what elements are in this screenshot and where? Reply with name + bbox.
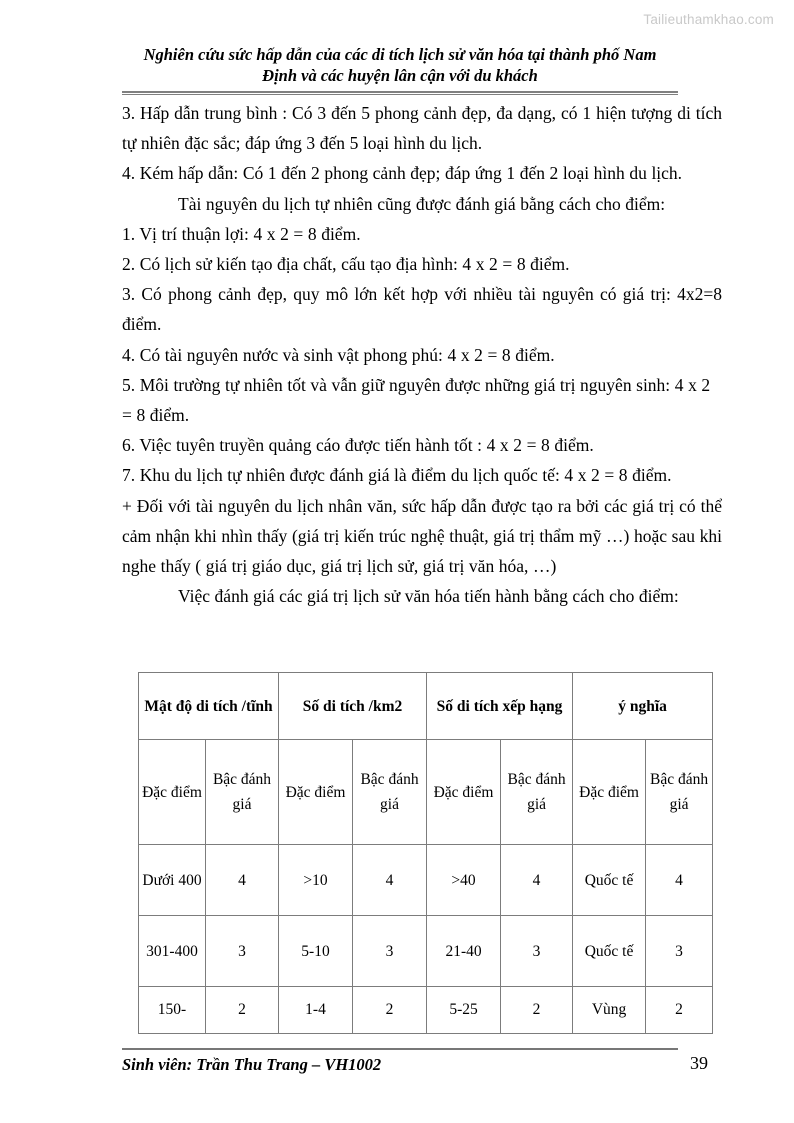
table-cell: Vùng (573, 987, 646, 1034)
table-cell: 4 (501, 845, 573, 916)
site-watermark: Tailieuthamkhao.com (643, 12, 774, 27)
table-sub-header-cell: Bậc đánh giá (353, 740, 427, 845)
evaluation-table (138, 672, 713, 1034)
table-cell: 2 (501, 987, 573, 1034)
running-header-line-2: Định và các huyện lân cận với du khách (262, 66, 538, 85)
page-number: 39 (690, 1053, 708, 1073)
table-sub-header-cell: Bậc đánh giá (646, 740, 713, 845)
table-row (139, 845, 713, 916)
table-sub-header-cell: Bậc đánh giá (206, 740, 279, 845)
table-sub-header-row (139, 740, 713, 845)
table-cell: 3 (501, 916, 573, 987)
table-cell: 3 (353, 916, 427, 987)
table-cell: 3 (646, 916, 713, 987)
running-footer: Sinh viên: Trần Thu Trang – VH1002 (122, 1055, 382, 1074)
paragraph: Việc đánh giá các giá trị lịch sử văn hóa tiến hành bằng cách cho điểm: (178, 586, 679, 607)
body-text (122, 98, 722, 611)
table-cell: 5-10 (279, 916, 353, 987)
footer-divider (122, 1048, 678, 1050)
table-group-header-row (139, 673, 713, 740)
table-cell: 4 (206, 845, 279, 916)
table-group-header-cell: ý nghĩa (573, 673, 713, 740)
table-cell: 2 (353, 987, 427, 1034)
paragraph: + Đối với tài nguyên du lịch nhân văn, sức hấp dẫn được tạo ra bởi các giá trị có thể cảm nhận khi nhìn thấy (giá trị kiến trúc nghệ thuật, giá trị thẩm mỹ …) hoặc sau khi nghe thấy ( giá trị giáo dục, giá trị lịch sử, giá trị văn hóa, …) (122, 495, 722, 577)
table-row (139, 987, 713, 1034)
running-header (122, 44, 678, 86)
paragraph: 6. Việc tuyên truyền quảng cáo được tiến hành tốt : 4 x 2 = 8 điểm. (122, 435, 594, 456)
table-sub-header-cell: Đặc điểm (139, 740, 206, 845)
table-cell: >40 (427, 845, 501, 916)
table-cell: 2 (206, 987, 279, 1034)
paragraph: 2. Có lịch sử kiến tạo địa chất, cấu tạo địa hình: 4 x 2 = 8 điểm. (122, 254, 570, 275)
table-sub-header-cell: Bậc đánh giá (501, 740, 573, 845)
table-sub-header-cell: Đặc điểm (427, 740, 501, 845)
table-sub-header-cell: Đặc điểm (573, 740, 646, 845)
paragraph: 1. Vị trí thuận lợi: 4 x 2 = 8 điểm. (122, 223, 361, 244)
table-cell: Quốc tế (573, 916, 646, 987)
table-sub-header-cell: Đặc điểm (279, 740, 353, 845)
table-row (139, 916, 713, 987)
paragraph: Tài nguyên du lịch tự nhiên cũng được đánh giá bằng cách cho điểm: (178, 193, 666, 214)
table-cell: 2 (646, 987, 713, 1034)
table-group-header-cell: Số di tích xếp hạng (427, 673, 573, 740)
table-cell: Dưới 400 (139, 845, 206, 916)
paragraph: 5. Môi trường tự nhiên tốt và vẫn giữ nguyên được những giá trị nguyên sinh: 4 x 2 = 8 điểm. (122, 374, 711, 426)
table-cell: Quốc tế (573, 845, 646, 916)
table-cell: 21-40 (427, 916, 501, 987)
table-cell: >10 (279, 845, 353, 916)
paragraph: 7. Khu du lịch tự nhiên được đánh giá là điểm du lịch quốc tế: 4 x 2 = 8 điểm. (122, 465, 672, 486)
table-group-header-cell: Mật độ di tích /tĩnh (139, 673, 279, 740)
table-group-header-cell: Số di tích /km2 (279, 673, 427, 740)
table-cell: 3 (206, 916, 279, 987)
paragraph: 3. Có phong cảnh đẹp, quy mô lớn kết hợp với nhiều tài nguyên có giá trị: 4x2=8 điểm. (122, 284, 722, 335)
table-cell: 5-25 (427, 987, 501, 1034)
header-divider (122, 91, 678, 95)
table-cell: 150- (139, 987, 206, 1034)
table-cell: 1-4 (279, 987, 353, 1034)
paragraph: 3. Hấp dẫn trung bình : Có 3 đến 5 phong cảnh đẹp, đa dạng, có 1 hiện tượng di tích tự nhiên đặc sắc; đáp ứng 3 đến 5 loại hình du lịch. (122, 103, 722, 154)
table-cell: 301-400 (139, 916, 206, 987)
table-cell: 4 (353, 845, 427, 916)
paragraph: 4. Có tài nguyên nước và sinh vật phong phú: 4 x 2 = 8 điểm. (122, 344, 555, 365)
paragraph: 4. Kém hấp dẫn: Có 1 đến 2 phong cảnh đẹp; đáp ứng 1 đến 2 loại hình du lịch. (122, 163, 683, 184)
running-header-line-1: Nghiên cứu sức hấp dẫn của các di tích lịch sử văn hóa tại thành phố Nam (143, 45, 657, 64)
table-cell: 4 (646, 845, 713, 916)
evaluation-table-wrapper (138, 672, 713, 1034)
